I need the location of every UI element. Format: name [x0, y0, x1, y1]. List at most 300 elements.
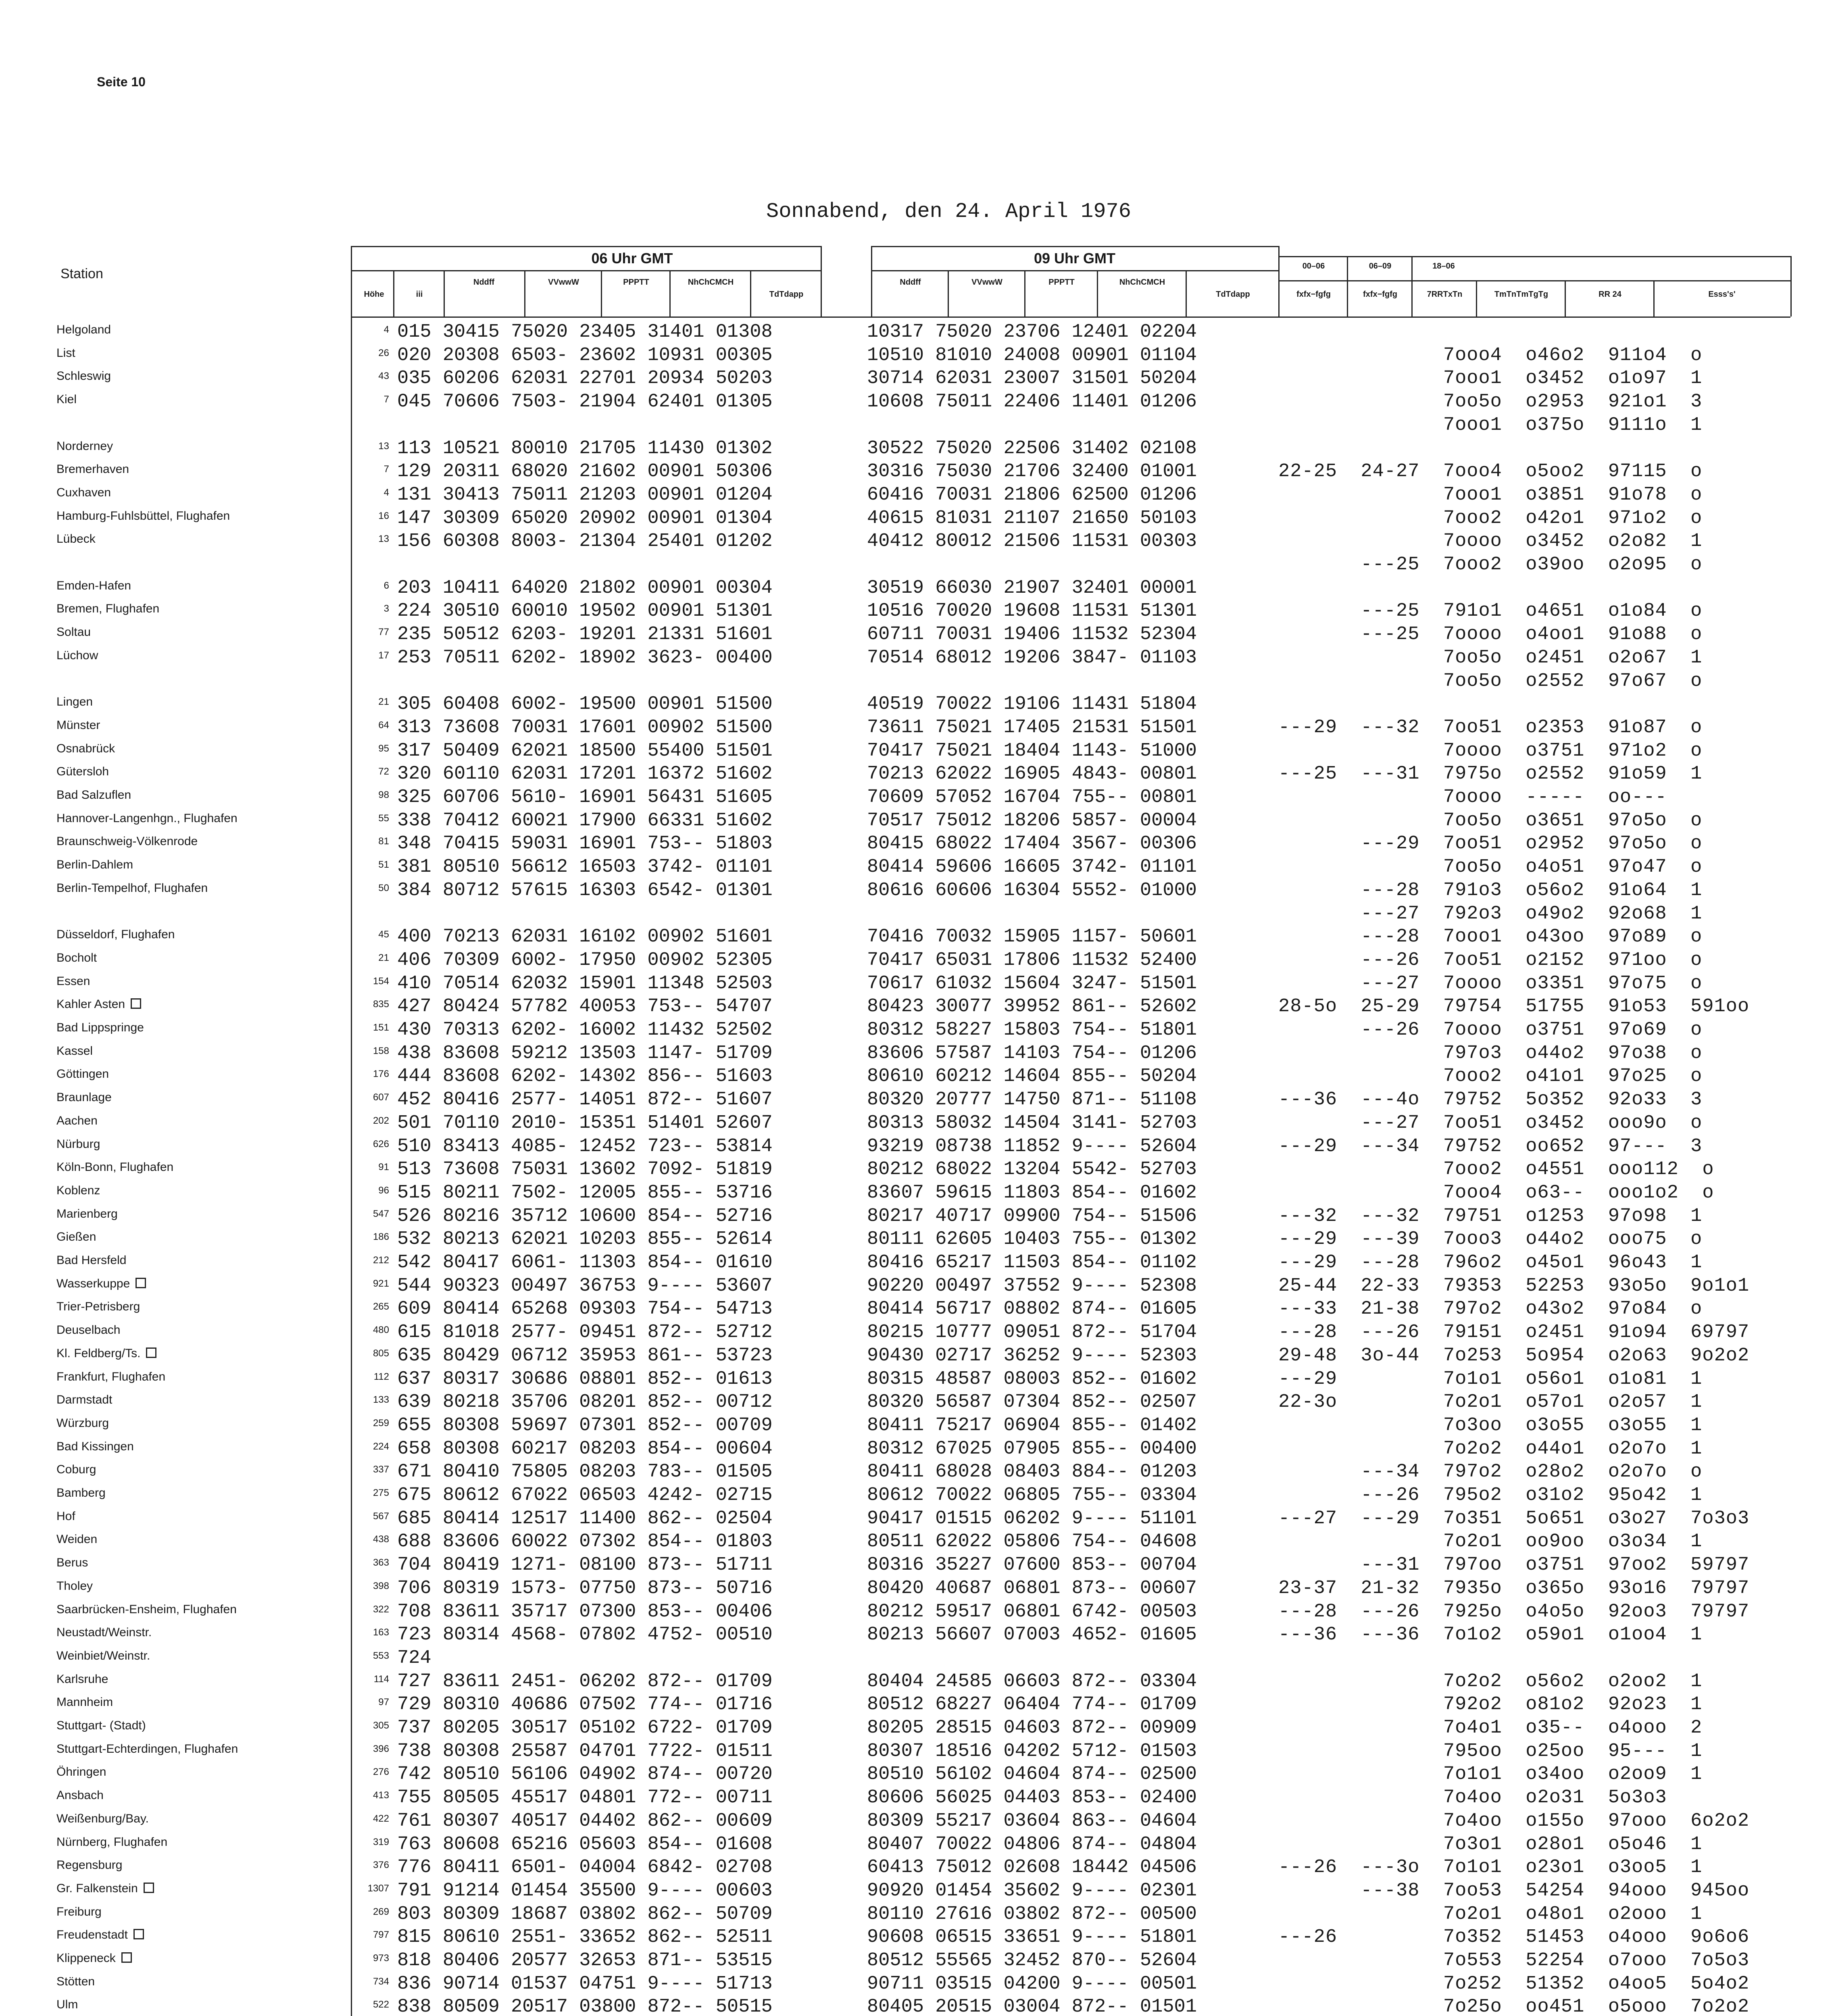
station-name: Kassel — [56, 1044, 93, 1058]
station-height: 921 — [373, 1278, 389, 1289]
col-rule-ext-b — [1411, 256, 1413, 317]
station-height: 305 — [373, 1720, 389, 1731]
obs-06-gmt: 325 60706 5610- 16901 56431 51605 — [397, 787, 773, 808]
obs-06-gmt: 655 80308 59697 07301 852-- 00709 — [397, 1415, 773, 1436]
header-09-cloud: NhChCMCH — [1119, 278, 1165, 287]
obs-09-gmt: 80217 40717 09900 754-- 51506 — [867, 1206, 1197, 1227]
obs-09-gmt: 70517 75012 18206 5857- 00004 — [867, 810, 1197, 831]
obs-06-gmt: 791 91214 01454 35500 9---- 00603 — [397, 1880, 773, 1901]
station-height: 396 — [373, 1743, 389, 1754]
obs-09-gmt: 10516 70020 19608 11531 51301 — [867, 600, 1197, 622]
obs-extremes: 7o3o1 o28o1 o5o46 1 — [1278, 1834, 1703, 1855]
obs-09-gmt: 83607 59615 11803 854-- 01602 — [867, 1182, 1197, 1204]
header-06-iii: iii — [416, 290, 423, 299]
obs-extremes: ---29 ---28 796o2 o45o1 96o43 1 — [1278, 1252, 1703, 1273]
station-height: 3 — [383, 603, 389, 614]
obs-09-gmt: 70617 61032 15604 3247- 51501 — [867, 973, 1197, 994]
obs-06-gmt: 675 80612 67022 06503 4242- 02715 — [397, 1485, 773, 1506]
station-name: Bremen, Flughafen — [56, 602, 160, 615]
obs-09-gmt: 80616 60606 16304 5552- 01000 — [867, 880, 1197, 901]
obs-extremes: ---36 ---36 7o1o2 o59o1 o1oo4 1 — [1278, 1624, 1703, 1645]
obs-09-gmt: 70417 75021 18404 1143- 51000 — [867, 740, 1197, 762]
obs-extremes: 7o4oo o155o 97ooo 6o2o2 — [1278, 1810, 1750, 1832]
station-height: 973 — [373, 1953, 389, 1964]
obs-09-gmt: 10317 75020 23706 12401 02204 — [867, 321, 1197, 343]
obs-09-gmt: 70417 65031 17806 11532 52400 — [867, 950, 1197, 971]
obs-extremes: ---25 7oooo o4oo1 91o88 o — [1278, 624, 1703, 645]
obs-09-gmt: 70514 68012 19206 3847- 01103 — [867, 647, 1197, 669]
station-name: Kiel — [56, 393, 77, 406]
obs-09-gmt: 80110 27616 03802 872-- 00500 — [867, 1904, 1197, 1925]
ext-top-rule — [1278, 256, 1790, 257]
station-height: 7 — [383, 394, 389, 405]
obs-extremes: ---25 ---31 7975o o2552 91o59 1 — [1278, 763, 1703, 785]
obs-09-gmt: 80414 59606 16605 3742- 01101 — [867, 856, 1197, 878]
obs-06-gmt: 203 10411 64020 21802 00901 00304 — [397, 577, 773, 599]
station-name: Göttingen — [56, 1067, 109, 1081]
obs-09-gmt: 80411 75217 06904 855-- 01402 — [867, 1415, 1197, 1436]
obs-extremes: 792o2 o81o2 92o23 1 — [1278, 1694, 1703, 1715]
obs-extremes: 7ooo2 o41o1 97o25 o — [1278, 1066, 1703, 1087]
obs-extremes: 22-3o 7o2o1 o57o1 o2o57 1 — [1278, 1391, 1703, 1413]
obs-09-gmt: 80320 56587 07304 852-- 02507 — [867, 1391, 1197, 1413]
obs-extremes: 7o3oo o3o55 o3o55 1 — [1278, 1415, 1703, 1436]
station-height: 607 — [373, 1092, 389, 1103]
station-name: Weinbiet/Weinstr. — [56, 1649, 150, 1662]
obs-09-gmt: 80511 62022 05806 754-- 04608 — [867, 1531, 1197, 1552]
station-height: 96 — [378, 1185, 389, 1196]
station-name: Freudenstadt — [56, 1928, 144, 1942]
header-09-dew: TdTdapp — [1216, 290, 1250, 299]
obs-extremes: 7o25o oo451 o5ooo 7o2o2 — [1278, 1996, 1750, 2016]
obs-06-gmt: 671 80410 75805 08203 783-- 01505 — [397, 1461, 773, 1483]
obs-06-gmt: 129 20311 68020 21602 00901 50306 — [397, 461, 773, 482]
obs-09-gmt: 80415 68022 17404 3567- 00306 — [867, 833, 1197, 854]
station-height: 186 — [373, 1231, 389, 1242]
station-height: 55 — [378, 813, 389, 824]
obs-06-gmt: 706 80319 1573- 07750 873-- 50716 — [397, 1578, 773, 1599]
obs-09-gmt: 80423 30077 39952 861-- 52602 — [867, 996, 1197, 1017]
obs-06-gmt: 501 70110 2010- 15351 51401 52607 — [397, 1112, 773, 1134]
obs-06-gmt: 761 80307 40517 04402 862-- 00609 — [397, 1810, 773, 1832]
station-name: Deuselbach — [56, 1323, 121, 1337]
station-name: Trier-Petrisberg — [56, 1300, 140, 1313]
station-name: Stuttgart-Echterdingen, Flughafen — [56, 1742, 238, 1756]
header-06-ppptt: PPPTT — [623, 278, 649, 287]
obs-06-gmt: 438 83608 59212 13503 1147- 51709 — [397, 1043, 773, 1064]
header-subrule-09 — [871, 270, 1278, 271]
obs-09-gmt: 60711 70031 19406 11532 52304 — [867, 624, 1197, 645]
station-name: Soltau — [56, 625, 91, 639]
obs-extremes: ---38 7oo53 54254 94ooo 945oo — [1278, 1880, 1750, 1901]
obs-09-gmt: 93219 08738 11852 9---- 52604 — [867, 1136, 1197, 1157]
obs-09-gmt: 10608 75011 22406 11401 01206 — [867, 391, 1197, 412]
obs-06-gmt: 313 73608 70031 17601 00902 51500 — [397, 717, 773, 738]
station-name: Karlsruhe — [56, 1672, 108, 1686]
obs-06-gmt: 430 70313 6202- 16002 11432 52502 — [397, 1019, 773, 1041]
station-column-header: Station — [60, 266, 103, 281]
station-height: 45 — [378, 929, 389, 940]
station-name: Ansbach — [56, 1789, 104, 1802]
station-height: 269 — [373, 1906, 389, 1917]
station-height: 98 — [378, 789, 389, 800]
obs-extremes: 22-25 24-27 7ooo4 o5oo2 97115 o — [1278, 461, 1703, 482]
obs-09-gmt: 60416 70031 21806 62500 01206 — [867, 484, 1197, 506]
station-height: 1307 — [367, 1883, 389, 1894]
obs-extremes: ---29 7oo51 o2952 97o5o o — [1278, 833, 1703, 854]
obs-extremes: 7o553 52254 o7ooo 7o5o3 — [1278, 1950, 1750, 1971]
station-name: Düsseldorf, Flughafen — [56, 928, 175, 941]
obs-extremes: 7oooo o3751 971o2 o — [1278, 740, 1703, 762]
obs-09-gmt: 80416 65217 11503 854-- 01102 — [867, 1252, 1197, 1273]
obs-09-gmt: 80407 70022 04806 874-- 04804 — [867, 1834, 1197, 1855]
station-name: Ulm — [56, 1998, 78, 2011]
obs-06-gmt: 384 80712 57615 16303 6542- 01301 — [397, 880, 773, 901]
obs-extremes: 797o3 o44o2 97o38 o — [1278, 1043, 1703, 1064]
page-label: Seite 10 — [97, 75, 146, 89]
station-name: Würzburg — [56, 1416, 109, 1430]
station-name: Tholey — [56, 1579, 93, 1593]
obs-extremes: ---26 7oooo o3751 97o69 o — [1278, 1019, 1703, 1041]
station-name: Hof — [56, 1510, 75, 1523]
obs-06-gmt: 131 30413 75011 21203 00901 01204 — [397, 484, 773, 506]
obs-extremes: ---27 ---29 7o351 5o651 o3o27 7o3o3 — [1278, 1508, 1750, 1529]
obs-extremes: 7oo5o o2451 o2o67 1 — [1278, 647, 1703, 669]
obs-06-gmt: 637 80317 30686 08801 852-- 01613 — [397, 1368, 773, 1390]
station-height: 64 — [378, 720, 389, 731]
obs-extremes: ---26 795o2 o31o2 95o42 1 — [1278, 1485, 1703, 1506]
station-name: Bad Kissingen — [56, 1440, 134, 1453]
obs-06-gmt: 688 83606 60022 07302 854-- 01803 — [397, 1531, 773, 1552]
obs-06-gmt: 803 80309 18687 03802 862-- 50709 — [397, 1904, 773, 1925]
station-height: 376 — [373, 1860, 389, 1870]
obs-extremes: ---27 7oo51 o3452 ooo9o o — [1278, 1112, 1703, 1134]
header-09-vvwww: VVwwW — [971, 278, 1002, 287]
obs-extremes: 7oo5o o4o51 97o47 o — [1278, 856, 1703, 878]
obs-06-gmt: 658 80308 60217 08203 854-- 00604 — [397, 1438, 773, 1460]
col-rule-06-c — [669, 270, 671, 317]
obs-extremes: 7o4o1 o35-- o4ooo 2 — [1278, 1717, 1703, 1739]
open-square-icon — [144, 1883, 154, 1893]
header-ext-0609: 06–09 — [1369, 262, 1392, 271]
obs-06-gmt: 045 70606 7503- 21904 62401 01305 — [397, 391, 773, 412]
obs-extremes: ---28 7ooo1 o43oo 97o89 o — [1278, 926, 1703, 948]
station-name: Köln-Bonn, Flughafen — [56, 1160, 174, 1174]
station-name: Cuxhaven — [56, 486, 111, 499]
obs-09-gmt: 80420 40687 06801 873-- 00607 — [867, 1578, 1197, 1599]
station-name: Emden-Hafen — [56, 579, 131, 592]
obs-extremes: ---28 ---26 7925o o4o5o 92oo3 79797 — [1278, 1601, 1750, 1622]
station-name: Kahler Asten — [56, 997, 141, 1012]
station-height: 547 — [373, 1208, 389, 1219]
obs-09-gmt: 80612 70022 06805 755-- 03304 — [867, 1485, 1197, 1506]
station-name: Bad Hersfeld — [56, 1254, 127, 1267]
station-height: 398 — [373, 1581, 389, 1591]
station-name: Kl. Feldberg/Ts. — [56, 1346, 156, 1361]
obs-06-gmt: 020 20308 6503- 23602 10931 00305 — [397, 345, 773, 366]
station-name: Coburg — [56, 1463, 96, 1476]
obs-extremes: ---29 ---34 79752 oo652 97--- 3 — [1278, 1136, 1703, 1157]
header-09-nddff: Nddff — [900, 278, 921, 287]
obs-06-gmt: 685 80414 12517 11400 862-- 02504 — [397, 1508, 773, 1529]
open-square-icon — [131, 998, 141, 1009]
station-height: 7 — [383, 464, 389, 475]
station-name: Frankfurt, Flughafen — [56, 1370, 166, 1383]
obs-09-gmt: 90417 01515 06202 9---- 51101 — [867, 1508, 1197, 1529]
obs-06-gmt: 544 90323 00497 36753 9---- 53607 — [397, 1275, 773, 1297]
obs-09-gmt: 70609 57052 16704 755-- 00801 — [867, 787, 1197, 808]
station-name: Aachen — [56, 1114, 98, 1127]
obs-06-gmt: 818 80406 20577 32653 871-- 53515 — [397, 1950, 773, 1971]
obs-extremes: 7o2o1 oo9oo o3o34 1 — [1278, 1531, 1703, 1552]
station-name: Lüchow — [56, 649, 98, 662]
obs-06-gmt: 635 80429 06712 35953 861-- 53723 — [397, 1345, 773, 1366]
station-height: 154 — [373, 976, 389, 987]
col-rule-hoehe — [393, 270, 394, 317]
station-height: 176 — [373, 1068, 389, 1079]
station-height: 81 — [378, 836, 389, 847]
header-09-ppptt: PPPTT — [1048, 278, 1075, 287]
col-rule-06-b — [601, 270, 602, 317]
obs-extremes: ---32 ---32 79751 o1253 97o98 1 — [1278, 1206, 1703, 1227]
obs-06-gmt: 727 83611 2451- 06202 872-- 01709 — [397, 1671, 773, 1692]
station-height: 114 — [373, 1674, 389, 1685]
obs-06-gmt: 836 90714 01537 04751 9---- 51713 — [397, 1973, 773, 1995]
obs-09-gmt: 90220 00497 37552 9---- 52308 — [867, 1275, 1197, 1297]
page-title: Sonnabend, den 24. April 1976 — [766, 200, 1131, 223]
obs-06-gmt: 704 80419 1271- 08100 873-- 51711 — [397, 1554, 773, 1576]
station-height: 97 — [378, 1697, 389, 1708]
station-height: 275 — [373, 1487, 389, 1498]
station-name: Hamburg-Fuhlsbüttel, Flughafen — [56, 509, 230, 523]
station-name: Münster — [56, 719, 100, 732]
header-06-nddff: Nddff — [473, 278, 495, 287]
header-hoehe: Höhe — [364, 290, 384, 299]
obs-06-gmt: 410 70514 62032 15901 11348 52503 — [397, 973, 773, 994]
station-height: 17 — [378, 650, 389, 661]
obs-06-gmt: 444 83608 6202- 14302 856-- 51603 — [397, 1066, 773, 1087]
station-height: 21 — [378, 952, 389, 963]
obs-06-gmt: 348 70415 59031 16901 753-- 51803 — [397, 833, 773, 854]
obs-extremes: ---25 7ooo2 o39oo o2o95 o — [1278, 554, 1703, 575]
obs-extremes: 7oo5o o2953 921o1 3 — [1278, 391, 1703, 412]
station-height: 413 — [373, 1790, 389, 1801]
col-rule-06-d — [750, 270, 751, 317]
obs-09-gmt: 80510 56102 04604 874-- 02500 — [867, 1764, 1197, 1785]
header-ext-0006: 00–06 — [1302, 262, 1325, 271]
obs-09-gmt: 80512 55565 32452 870-- 52604 — [867, 1950, 1197, 1971]
station-height: 734 — [373, 1976, 389, 1987]
station-name: Osnabrück — [56, 742, 115, 755]
station-height: 626 — [373, 1139, 389, 1150]
header-06-cloud: NhChCMCH — [688, 278, 734, 287]
obs-09-gmt: 70213 62022 16905 4843- 00801 — [867, 763, 1197, 785]
station-name: Hannover-Langenhgn., Flughafen — [56, 812, 238, 825]
obs-09-gmt: 90711 03515 04200 9---- 00501 — [867, 1973, 1197, 1995]
col-rule-09-b — [1024, 270, 1025, 317]
station-height: 151 — [373, 1022, 389, 1033]
station-height: 13 — [378, 533, 389, 544]
header-06-dew: TdTdapp — [769, 290, 804, 299]
station-name: Bad Lippspringe — [56, 1021, 144, 1034]
station-name: Helgoland — [56, 323, 111, 336]
station-height: 276 — [373, 1766, 389, 1777]
obs-extremes: 7ooo4 o63-- ooo1o2 o — [1278, 1182, 1714, 1204]
obs-extremes: ---31 797oo o3751 97oo2 59797 — [1278, 1554, 1750, 1576]
obs-extremes: ---33 21-38 797o2 o43o2 97o84 o — [1278, 1298, 1703, 1320]
obs-09-gmt: 80411 68028 08403 884-- 01203 — [867, 1461, 1197, 1483]
station-height: 337 — [373, 1464, 389, 1475]
station-name: Bremerhaven — [56, 462, 129, 476]
station-name: Mannheim — [56, 1695, 113, 1709]
station-name: Bad Salzuflen — [56, 788, 131, 802]
station-name: Bocholt — [56, 951, 97, 964]
obs-extremes: 7oooo ----- oo--- — [1278, 787, 1667, 808]
obs-06-gmt: 515 80211 7502- 12005 855-- 53716 — [397, 1182, 773, 1204]
header-ext-snow: Esss's' — [1708, 290, 1736, 299]
station-height: 21 — [378, 696, 389, 707]
obs-06-gmt: 724 — [397, 1647, 431, 1669]
station-height: 480 — [373, 1325, 389, 1335]
obs-extremes: 29-48 3o-44 7o253 5o954 o2o63 9o2o2 — [1278, 1345, 1750, 1366]
obs-extremes: 7ooo1 o375o 9111o 1 — [1278, 414, 1703, 436]
obs-06-gmt: 729 80310 40686 07502 774-- 01716 — [397, 1694, 773, 1715]
station-name: Saarbrücken-Ensheim, Flughafen — [56, 1603, 237, 1616]
obs-extremes: 7ooo4 o46o2 911o4 o — [1278, 345, 1703, 366]
obs-extremes: 7o2o2 o56o2 o2oo2 1 — [1278, 1671, 1703, 1692]
col-rule-06-a — [524, 270, 525, 317]
obs-extremes: 7o4oo o2o31 5o3o3 — [1278, 1787, 1667, 1808]
obs-09-gmt: 80320 20777 14750 871-- 51108 — [867, 1089, 1197, 1110]
obs-09-gmt: 80307 18516 04202 5712- 01503 — [867, 1741, 1197, 1762]
obs-06-gmt: 156 60308 8003- 21304 25401 01202 — [397, 531, 773, 552]
obs-extremes: ---27 7oooo o3351 97o75 o — [1278, 973, 1703, 994]
obs-09-gmt: 80414 56717 08802 874-- 01605 — [867, 1298, 1197, 1320]
station-name: Braunlage — [56, 1091, 112, 1104]
station-name: Stuttgart- (Stadt) — [56, 1719, 146, 1732]
obs-06-gmt: 338 70412 60021 17900 66331 51602 — [397, 810, 773, 831]
station-name: Lübeck — [56, 532, 96, 546]
station-height: 212 — [373, 1255, 389, 1266]
col-rule-ext-e — [1653, 280, 1655, 317]
header-ext-1806: 18–06 — [1432, 262, 1455, 271]
obs-06-gmt: 513 73608 75031 13602 7092- 51819 — [397, 1159, 773, 1180]
obs-06-gmt: 015 30415 75020 23405 31401 01308 — [397, 321, 773, 343]
obs-06-gmt: 113 10521 80010 21705 11430 01302 — [397, 438, 773, 459]
obs-09-gmt: 80316 35227 07600 853-- 00704 — [867, 1554, 1197, 1576]
obs-extremes: 7o2o1 o48o1 o2ooo 1 — [1278, 1904, 1703, 1925]
col-rule-ext-c — [1476, 280, 1477, 317]
col-rule-ext-a — [1347, 256, 1348, 317]
station-height: 26 — [378, 348, 389, 358]
station-height: 4 — [383, 324, 389, 335]
header-06-vvwww: VVwwW — [548, 278, 579, 287]
obs-06-gmt: 639 80218 35706 08201 852-- 00712 — [397, 1391, 773, 1413]
obs-extremes: 7ooo1 o3452 o1o97 1 — [1278, 368, 1703, 389]
open-square-icon — [146, 1347, 156, 1358]
obs-06-gmt: 381 80510 56612 16503 3742- 01101 — [397, 856, 773, 878]
obs-extremes: ---26 7o352 51453 o4ooo 9o6o6 — [1278, 1926, 1750, 1948]
obs-09-gmt: 80215 10777 09051 872-- 51704 — [867, 1322, 1197, 1343]
station-name: Darmstadt — [56, 1393, 113, 1406]
obs-extremes: ---29 ---32 7oo51 o2353 91o87 o — [1278, 717, 1703, 738]
col-rule-iii — [444, 270, 445, 317]
obs-extremes: ---28 791o3 o56o2 91o64 1 — [1278, 880, 1703, 901]
obs-09-gmt: 30316 75030 21706 32400 01001 — [867, 461, 1197, 482]
col-rule-09-d — [1186, 270, 1187, 317]
obs-09-gmt: 40615 81031 21107 21650 50103 — [867, 508, 1197, 529]
obs-09-gmt: 80606 56025 04403 853-- 02400 — [867, 1787, 1197, 1808]
station-name: Freiburg — [56, 1905, 102, 1918]
obs-06-gmt: 723 80314 4568- 07802 4752- 00510 — [397, 1624, 773, 1645]
obs-extremes: ---25 791o1 o4651 o1o84 o — [1278, 600, 1703, 622]
obs-09-gmt: 80212 59517 06801 6742- 00503 — [867, 1601, 1197, 1622]
station-height: 133 — [373, 1394, 389, 1405]
station-height: 265 — [373, 1301, 389, 1312]
obs-extremes: ---34 797o2 o28o2 o2o7o o — [1278, 1461, 1703, 1483]
table-top-rule-09 — [871, 246, 1278, 247]
obs-06-gmt: 253 70511 6202- 18902 3623- 00400 — [397, 647, 773, 669]
station-height: 319 — [373, 1837, 389, 1847]
station-height: 43 — [378, 371, 389, 381]
station-name: Wasserkuppe — [56, 1277, 146, 1291]
obs-06-gmt: 532 80213 62021 10203 855-- 52614 — [397, 1229, 773, 1250]
station-height: 163 — [373, 1627, 389, 1638]
obs-06-gmt: 815 80610 2551- 33652 862-- 52511 — [397, 1926, 773, 1948]
obs-09-gmt: 80512 68227 06404 774-- 01709 — [867, 1694, 1197, 1715]
obs-06-gmt: 615 81018 2577- 09451 872-- 52712 — [397, 1322, 773, 1343]
header-ext-temps: TmTnTmTgTg — [1494, 290, 1548, 299]
station-height: 259 — [373, 1418, 389, 1429]
obs-06-gmt: 542 80417 6061- 11303 854-- 01610 — [397, 1252, 773, 1273]
station-height: 567 — [373, 1511, 389, 1522]
obs-09-gmt: 80315 48587 08003 852-- 01602 — [867, 1368, 1197, 1390]
station-height: 835 — [373, 999, 389, 1010]
obs-09-gmt: 90430 02717 36252 9---- 52303 — [867, 1345, 1197, 1366]
station-height: 77 — [378, 627, 389, 637]
obs-06-gmt: 317 50409 62021 18500 55400 51501 — [397, 740, 773, 762]
obs-extremes: 7oo5o o2552 97o67 o — [1278, 671, 1703, 692]
obs-06-gmt: 708 83611 35717 07300 853-- 00406 — [397, 1601, 773, 1622]
obs-09-gmt: 80309 55217 03604 863-- 04604 — [867, 1810, 1197, 1832]
station-height: 438 — [373, 1534, 389, 1545]
station-height: 13 — [378, 441, 389, 452]
obs-extremes: 7o252 51352 o4oo5 5o4o2 — [1278, 1973, 1750, 1995]
open-square-icon — [121, 1952, 132, 1963]
station-height: 91 — [378, 1162, 389, 1173]
ext-sub-rule — [1278, 280, 1790, 281]
table-top-rule-06 — [351, 246, 821, 247]
station-height: 422 — [373, 1813, 389, 1824]
obs-06-gmt: 400 70213 62031 16102 00902 51601 — [397, 926, 773, 948]
obs-09-gmt: 73611 75021 17405 21531 51501 — [867, 717, 1197, 738]
station-height: 363 — [373, 1557, 389, 1568]
group-header-06: 06 Uhr GMT — [591, 250, 673, 267]
obs-09-gmt: 90608 06515 33651 9---- 51801 — [867, 1926, 1197, 1948]
station-height: 112 — [373, 1371, 389, 1382]
obs-09-gmt: 80404 24585 06603 872-- 03304 — [867, 1671, 1197, 1692]
header-ext-rr24: RR 24 — [1598, 290, 1621, 299]
station-name: Gütersloh — [56, 765, 109, 778]
obs-09-gmt: 80111 62605 10403 755-- 01302 — [867, 1229, 1197, 1250]
station-height: 51 — [378, 859, 389, 870]
station-height: 50 — [378, 883, 389, 893]
obs-extremes: ---28 ---26 79151 o2451 91o94 69797 — [1278, 1322, 1750, 1343]
obs-06-gmt: 776 80411 6501- 04004 6842- 02708 — [397, 1857, 773, 1878]
station-height: 95 — [378, 743, 389, 754]
station-name: Regensburg — [56, 1858, 123, 1872]
obs-09-gmt: 90920 01454 35602 9---- 02301 — [867, 1880, 1197, 1901]
